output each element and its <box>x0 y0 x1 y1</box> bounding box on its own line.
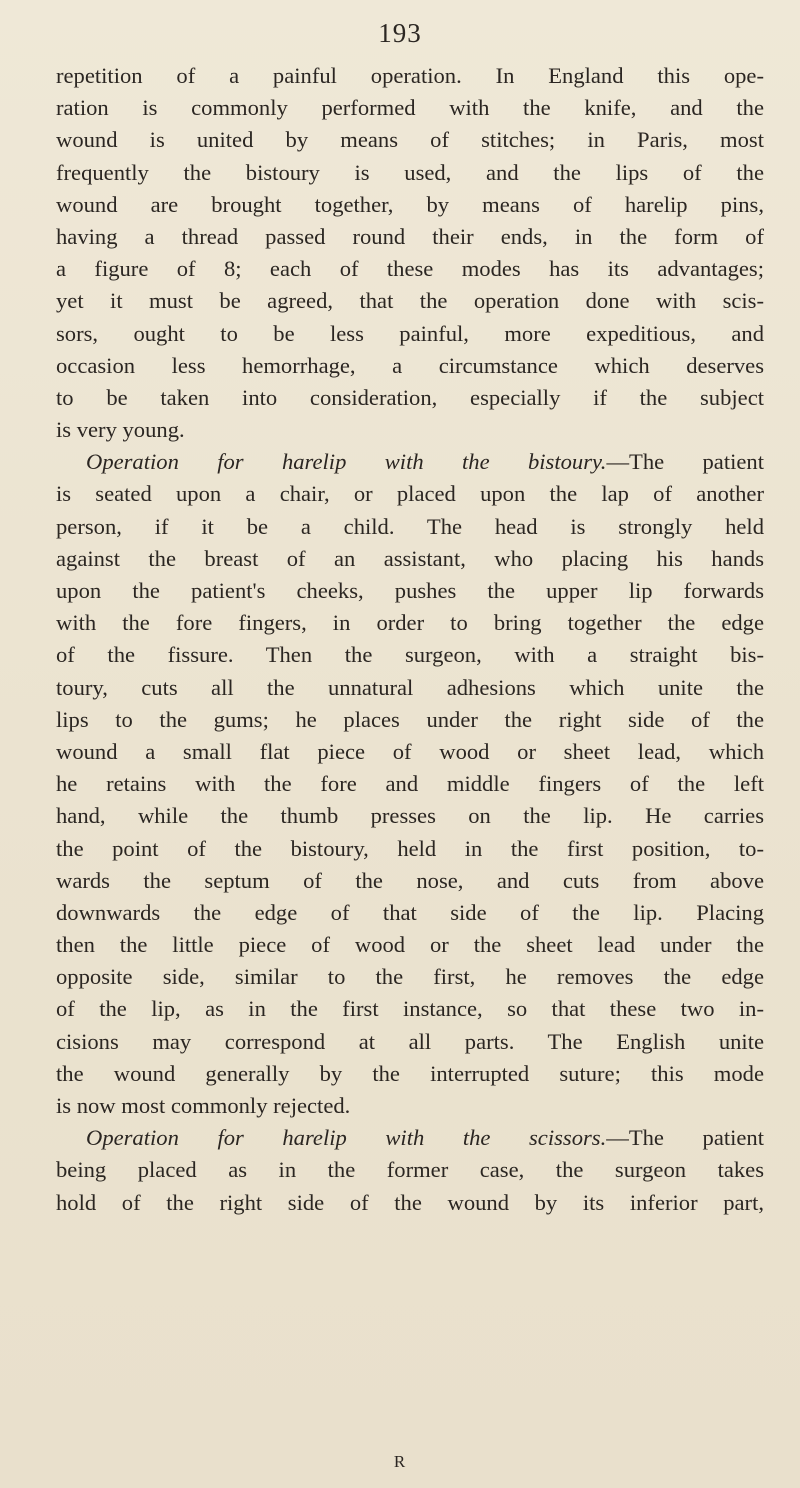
text-line: sors, ought to be less painful, more expeditious, and <box>56 320 764 346</box>
text-line: wound a small flat piece of wood or sheet lead, which <box>56 738 764 764</box>
text-line: against the breast of an assistant, who placing his hands <box>56 545 764 571</box>
text-line: repetition of a painful operation. In England this ope- <box>56 63 764 88</box>
text-line: yet it must be agreed, that the operation done with scis- <box>56 288 764 314</box>
text-line: is very young. <box>56 417 185 443</box>
text-line: toury, cuts all the unnatural adhesions which unite the <box>56 674 764 700</box>
text-line: he retains with the fore and middle fingers of the left <box>56 771 764 797</box>
body-text <box>56 60 764 1219</box>
text-line: of the fissure. Then the surgeon, with a straight bis- <box>56 642 764 668</box>
text-line: opposite side, similar to the first, he removes the edge <box>56 964 764 990</box>
text-line: frequently the bistoury is used, and the lips of the <box>56 159 764 185</box>
text-line: hand, while the thumb presses on the lip. He carries <box>56 803 764 829</box>
text-line: wards the septum of the nose, and cuts from above <box>56 867 764 893</box>
section-heading: Operation for harelip with the bistoury. <box>86 449 607 475</box>
text-line: to be taken into consideration, especially if the subject <box>56 384 764 410</box>
page-number: 193 <box>378 18 422 48</box>
section-heading: Operation for harelip with the scissors. <box>86 1125 607 1151</box>
signature-mark: R <box>393 1452 407 1471</box>
text-run: —The patient <box>606 449 764 475</box>
text-line: a figure of 8; each of these modes has its advantages; <box>56 256 764 282</box>
text-line: the point of the bistoury, held in the first position, to- <box>56 835 764 861</box>
text-line: ration is commonly performed with the knife, and the <box>56 95 764 121</box>
text-line: lips to the gums; he places under the right side of the <box>56 706 764 732</box>
text-run: —The patient <box>606 1125 764 1151</box>
section-heading-line <box>56 446 764 478</box>
text-line: then the little piece of wood or the sheet lead under the <box>56 932 764 958</box>
text-line: having a thread passed round their ends, in the form of <box>56 223 764 249</box>
text-line: cisions may correspond at all parts. The English unite <box>56 1028 764 1054</box>
text-line: wound are brought together, by means of harelip pins, <box>56 191 764 217</box>
text-line: is seated upon a chair, or placed upon the lap of another <box>56 481 764 507</box>
text-line: person, if it be a child. The head is strongly held <box>56 513 764 539</box>
text-line: hold of the right side of the wound by its inferior part, <box>56 1189 764 1215</box>
text-line: being placed as in the former case, the surgeon takes <box>56 1157 764 1183</box>
text-line: downwards the edge of that side of the lip. Placing <box>56 899 764 925</box>
text-line: of the lip, as in the first instance, so that these two in- <box>56 996 764 1022</box>
text-line: upon the patient's cheeks, pushes the upper lip forwards <box>56 578 764 603</box>
text-line: occasion less hemorrhage, a circumstance which deserves <box>56 352 764 378</box>
text-line: with the fore fingers, in order to bring together the edge <box>56 610 764 636</box>
text-line: the wound generally by the interrupted suture; this mode <box>56 1060 764 1086</box>
text-line: wound is united by means of stitches; in Paris, most <box>56 127 764 153</box>
section-heading-line <box>56 1122 764 1154</box>
text-line: is now most commonly rejected. <box>56 1093 351 1118</box>
